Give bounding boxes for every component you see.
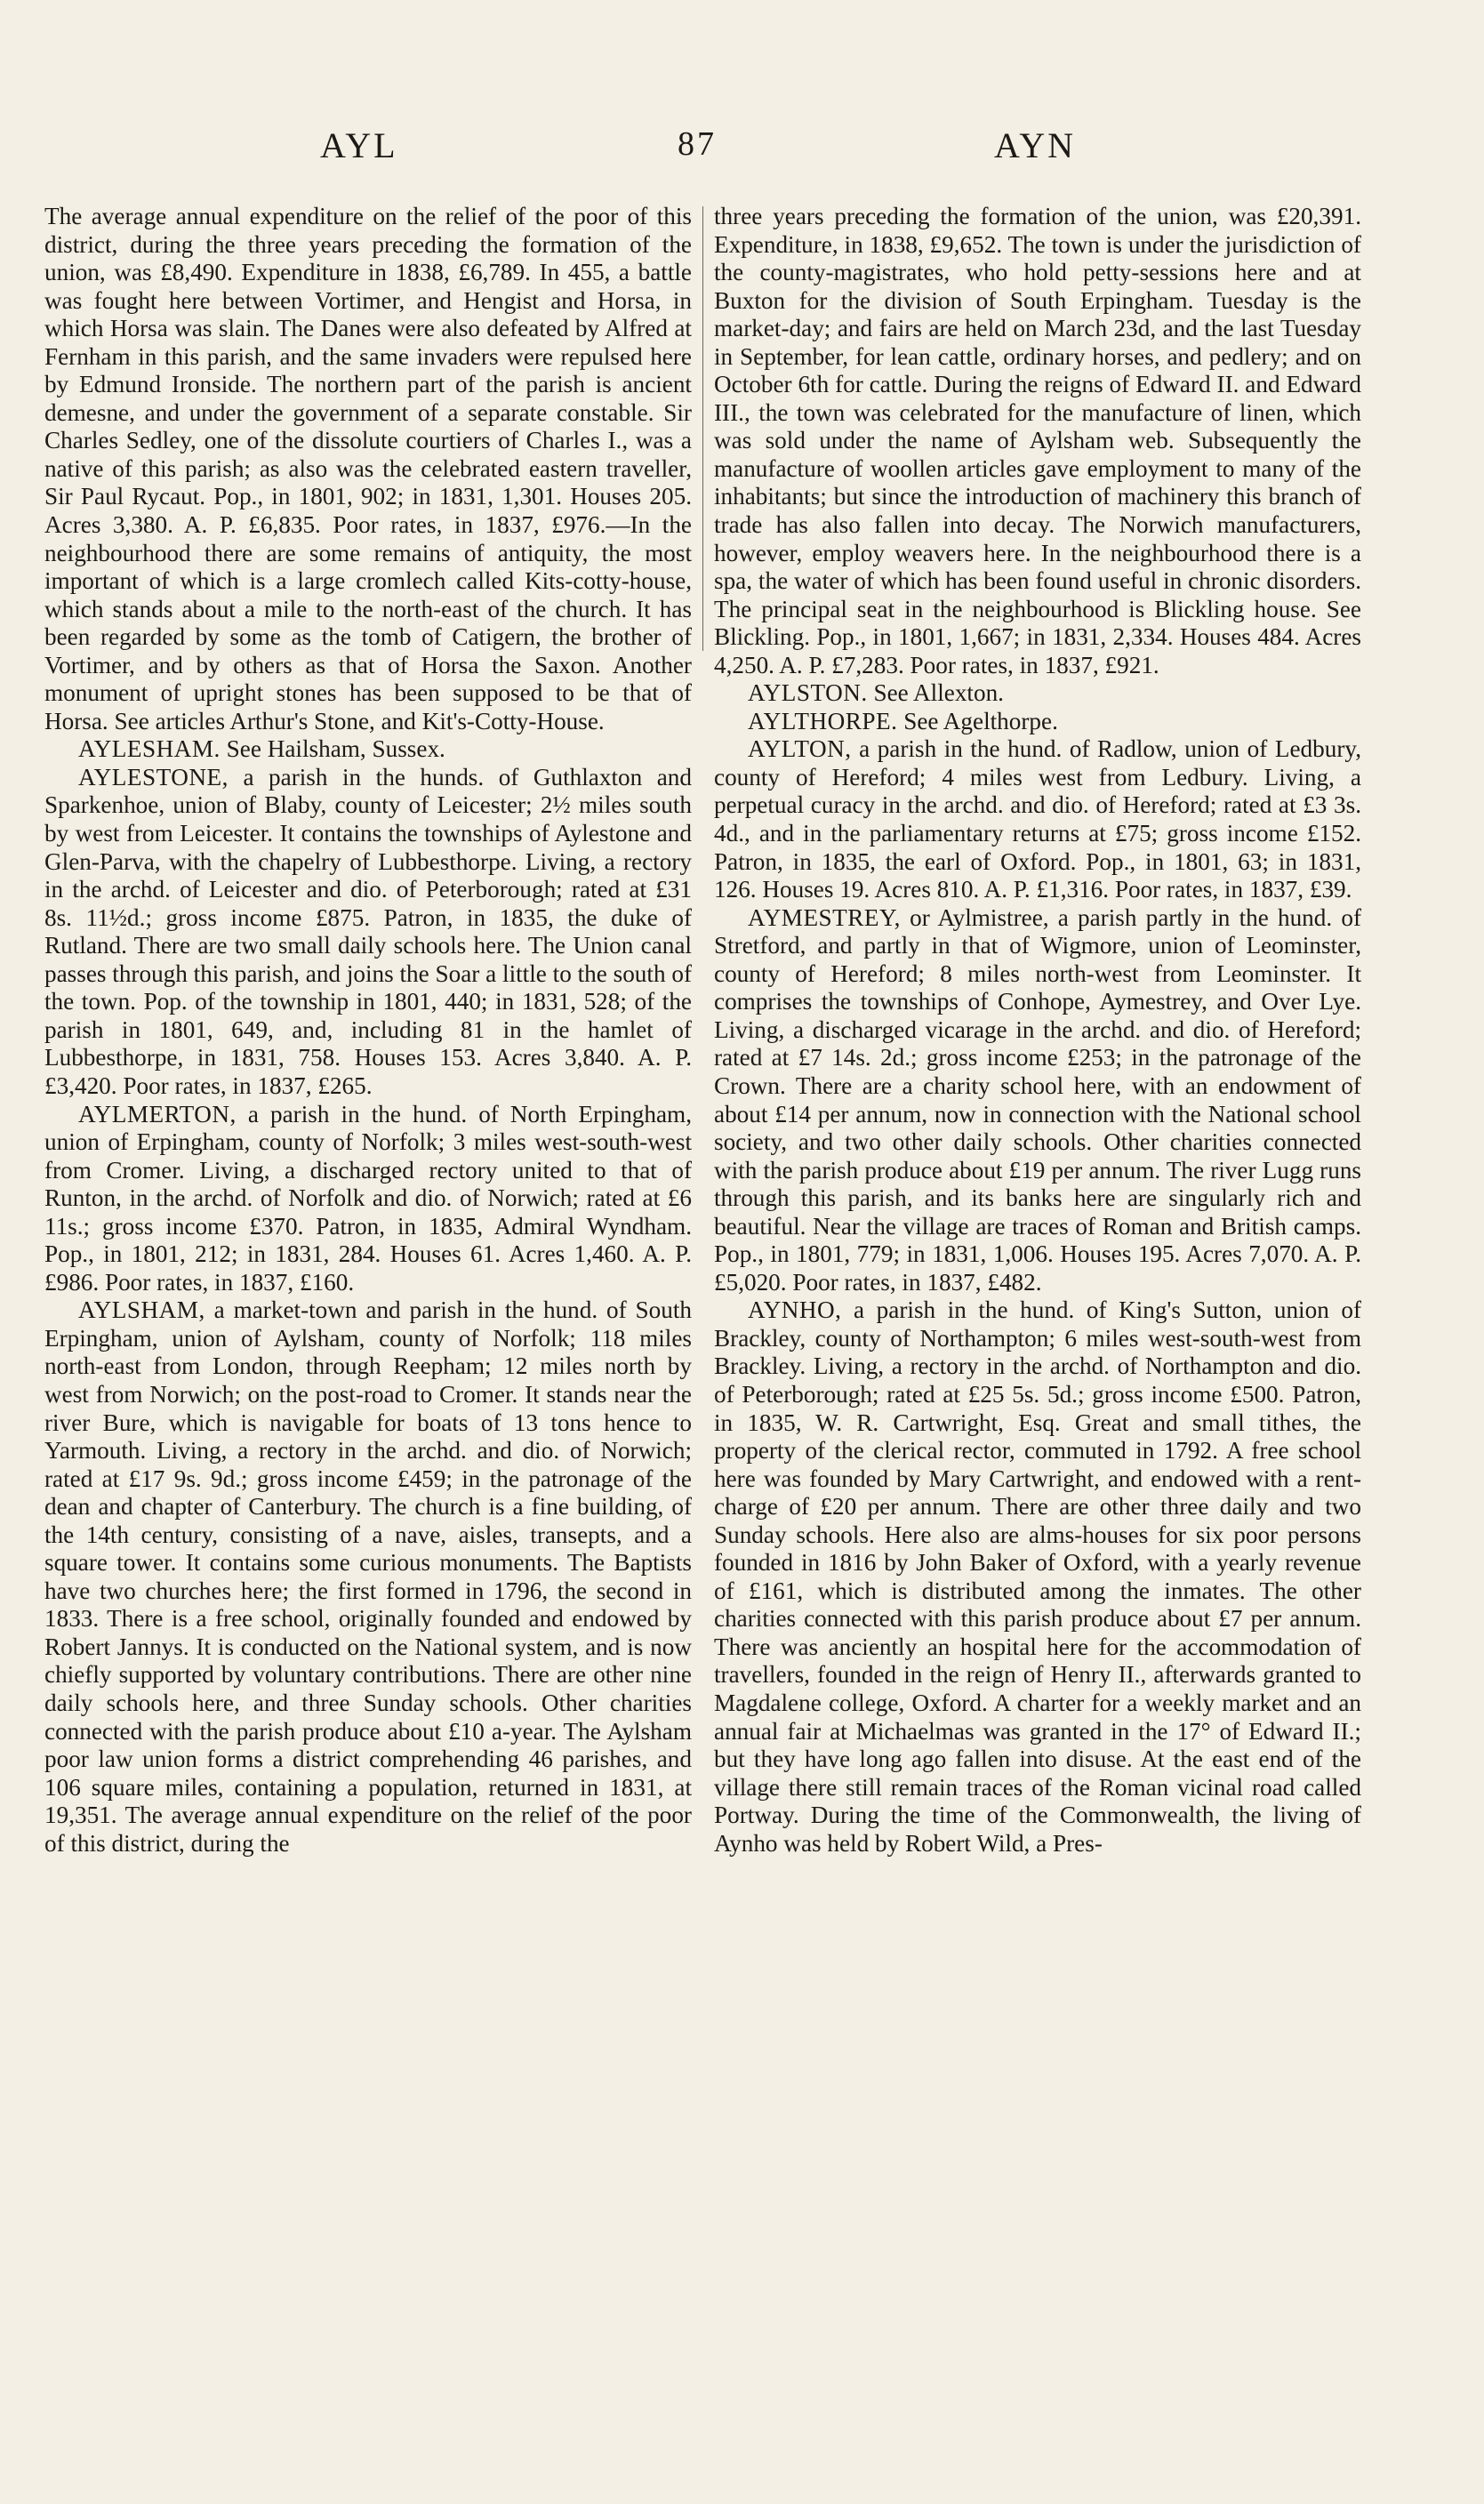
left-guide-word: AYL xyxy=(320,125,398,165)
entry-headword: AYLTON, xyxy=(748,735,852,763)
entry-body: See Hailsham, Sussex. xyxy=(226,735,445,763)
entry-headword: AYLSHAM, xyxy=(78,1296,205,1324)
entry-headword: AYLESHAM. xyxy=(78,735,221,763)
entry-continuation xyxy=(714,203,1361,679)
entry xyxy=(44,1101,692,1297)
entry-body: a parish in the hunds. of Guthlaxton and Sparkenhoe, union of Blaby, county of Leicester; 2½ miles south by west from Leicester. It contains the townships of Aylestone and Glen-Parva, with the chapelry of Lubbesthorpe. Living, a rectory in the archd. of Leicester and dio. of Peterborough; rated at £31 8s. 11½d.; gross income £875. Patron, in 1835, the duke of Rutland. There are two small daily schools here. The Union canal passes through this parish, and joins the Soar a little to the south of the town. Pop. of the township in 1801, 440; in 1831, 528; of the parish in 1801, 649, and, including 81 in the hamlet of Lubbesthorpe, in 1831, 758. Houses 153. Acres 3,840. A. P. £3,420. Poor rates, in 1837, £265. xyxy=(44,763,692,1099)
entry-body: See Allexton. xyxy=(873,679,1004,707)
running-head xyxy=(0,124,1484,169)
entry-body: or Aylmistree, a parish partly in the hund. of Stretford, and partly in that of Wigmore, union of Leominster, county of Hereford; 8 miles north-west from Leominster. It comprises the townships of Conhope, Aymestrey, and Over Lye. Living, a discharged vicarage in the archd. and dio. of Hereford; rated at £7 14s. 2d.; gross income £253; in the patronage of the Crown. There are a charity school here, with an endowment of about £14 per annum, now in connection with the National school society, and two other daily schools. Other charities connected with the parish produce about £19 per annum. The river Lugg runs through this parish, and its banks here are singularly rich and beautiful. Near the village are traces of Roman and British camps. Pop., in 1801, 779; in 1831, 1,006. Houses 195. Acres 7,070. A. P. £5,020. Poor rates, in 1837, £482. xyxy=(714,903,1361,1296)
entry-body: three years preceding the formation of the union, was £20,391. Expenditure, in 1838, £9,652. The town is under the jurisdiction of the county-magistrates, who hold petty-sessions here and at Buxton for the division of South Erpingham. Tuesday is the market-day; and fairs are held on March 23d, and the last Tuesday in September, for lean cattle, ordinary horses, and pedlery; and on October 6th for cattle. During the reigns of Edward II. and Edward III., the town was celebrated for the manufacture of linen, which was sold under the name of Aylsham web. Subsequently the manufacture of woollen articles gave employment to many of the inhabitants; but since the introduction of machinery this branch of trade has also fallen into decay. The Norwich manufacturers, however, employ weavers here. In the neighbourhood there is a spa, the water of which has been found useful in chronic disorders. The principal seat in the neighbourhood is Blickling house. See Blickling. Pop., in 1801, 1,667; in 1831, 2,334. Houses 484. Acres 4,250. A. P. £7,283. Poor rates, in 1837, £921. xyxy=(714,203,1361,678)
entry xyxy=(714,708,1361,736)
entry-body: a parish in the hund. of King's Sutton, union of Brackley, county of Northampton; 6 miles west-south-west from Brackley. Living, a rectory in the archd. of Northampton and dio. of Peterborough; rated at £25 5s. 5d.; gross income £500. Patron, in 1835, W. R. Cartwright, Esq. Great and small tithes, the property of the clerical rector, commuted in 1792. A free school here was founded by Mary Cartwright, and endowed with a rent-charge of £20 per annum. There are other three daily and two Sunday schools. Here also are alms-houses for six poor persons founded in 1816 by John Baker of Oxford, with a yearly revenue of £161, which is distributed among the inmates. The other charities connected with this parish produce about £7 per annum. There was anciently an hospital here for the accommodation of travellers, founded in the reign of Henry II., afterwards granted to Magdalene college, Oxford. A charter for a weekly market and an annual fair at Michaelmas was granted in the 17° of Edward II.; but they have long ago fallen into disuse. At the east end of the village there still remain traces of the Roman vicinal road called Portway. During the time of the Commonwealth, the living of Aynho was held by Robert Wild, a Pres- xyxy=(714,1296,1361,1857)
entry xyxy=(44,735,692,764)
entry-headword: AYMESTREY, xyxy=(748,903,901,931)
entry xyxy=(44,1296,692,1858)
entry-body: See Agelthorpe. xyxy=(903,707,1058,734)
column-divider-rule xyxy=(702,206,703,651)
entry-continuation xyxy=(44,203,692,735)
right-guide-word: AYN xyxy=(994,125,1076,165)
entry-headword: AYLSTON. xyxy=(748,679,868,707)
entry xyxy=(714,679,1361,708)
entry-body: The average annual expenditure on the relief of the poor of this district, during the three years preceding the formation of the union, was £8,490. Expenditure in 1838, £6,789. In 455, a battle was fought here between Vortimer, and Hengist and Horsa, in which Horsa was slain. The Danes were also defeated by Alfred at Fernham in this parish, and the same invaders were repulsed here by Edmund Ironside. The northern part of the parish is ancient demesne, and under the government of a separate constable. Sir Charles Sedley, one of the dissolute courtiers of Charles I., was a native of this parish; as also was the celebrated eastern traveller, Sir Paul Rycaut. Pop., in 1801, 902; in 1831, 1,301. Houses 205. Acres 3,380. A. P. £6,835. Poor rates, in 1837, £976.—In the neighbourhood there are some remains of antiquity, the most important of which is a large cromlech called Kits-cotty-house, which stands about a mile to the north-east of the church. It has been regarded by some as the tomb of Catigern, the brother of Vortimer, and by others as that of Horsa the Saxon. Another monument of upright stones has been supposed to be that of Horsa. See articles Arthur's Stone, and Kit's-Cotty-House. xyxy=(44,203,692,734)
entry xyxy=(44,764,692,1101)
entry-body: a parish in the hund. of Radlow, union of Ledbury, county of Hereford; 4 miles west from Ledbury. Living, a perpetual curacy in the archd. and dio. of Hereford; rated at £3 3s. 4d., and in the parliamentary returns at £75; gross income £152. Patron, in 1835, the earl of Oxford. Pop., in 1801, 63; in 1831, 126. Houses 19. Acres 810. A. P. £1,316. Poor rates, in 1837, £39. xyxy=(714,735,1361,903)
right-column xyxy=(714,203,1361,2452)
entry-headword: AYNHO, xyxy=(748,1296,842,1324)
page-number: 87 xyxy=(678,125,717,163)
entry xyxy=(714,735,1361,903)
left-column xyxy=(44,203,692,2452)
entry-headword: AYLMERTON, xyxy=(78,1100,237,1128)
entry-headword: AYLTHORPE. xyxy=(748,707,898,734)
entry-body: a market-town and parish in the hund. of South Erpingham, union of Aylsham, county of Norfolk; 118 miles north-east from London, through Reepham; 12 miles north by west from Norwich; on the post-road to Cromer. It stands near the river Bure, which is navigable for boats of 13 tons hence to Yarmouth. Living, a rectory in the archd. and dio. of Norwich; rated at £17 9s. 9d.; gross income £459; in the patronage of the dean and chapter of Canterbury. The church is a fine building, of the 14th century, consisting of a nave, aisles, transepts, and a square tower. It contains some curious monuments. The Baptists have two churches here; the first formed in 1796, the second in 1833. There is a free school, originally founded and endowed by Robert Jannys. It is conducted on the National system, and is now chiefly supported by voluntary contributions. There are other nine daily schools here, and three Sunday schools. Other charities connected with the parish produce about £10 a-year. The Aylsham poor law union forms a district comprehending 46 parishes, and 106 square miles, containing a population, returned in 1831, at 19,351. The average annual expenditure on the relief of the poor of this district, during the xyxy=(44,1296,692,1857)
entry-headword: AYLESTONE, xyxy=(78,763,229,791)
entry xyxy=(714,904,1361,1297)
entry-body: a parish in the hund. of North Erpingham, union of Erpingham, county of Norfolk; 3 miles west-south-west from Cromer. Living, a discharged rectory united to that of Runton, in the archd. of Norfolk and dio. of Norwich; rated at £6 11s.; gross income £370. Patron, in 1835, Admiral Wyndham. Pop., in 1801, 212; in 1831, 284. Houses 61. Acres 1,460. A. P. £986. Poor rates, in 1837, £160. xyxy=(44,1100,692,1296)
entry xyxy=(714,1296,1361,1858)
